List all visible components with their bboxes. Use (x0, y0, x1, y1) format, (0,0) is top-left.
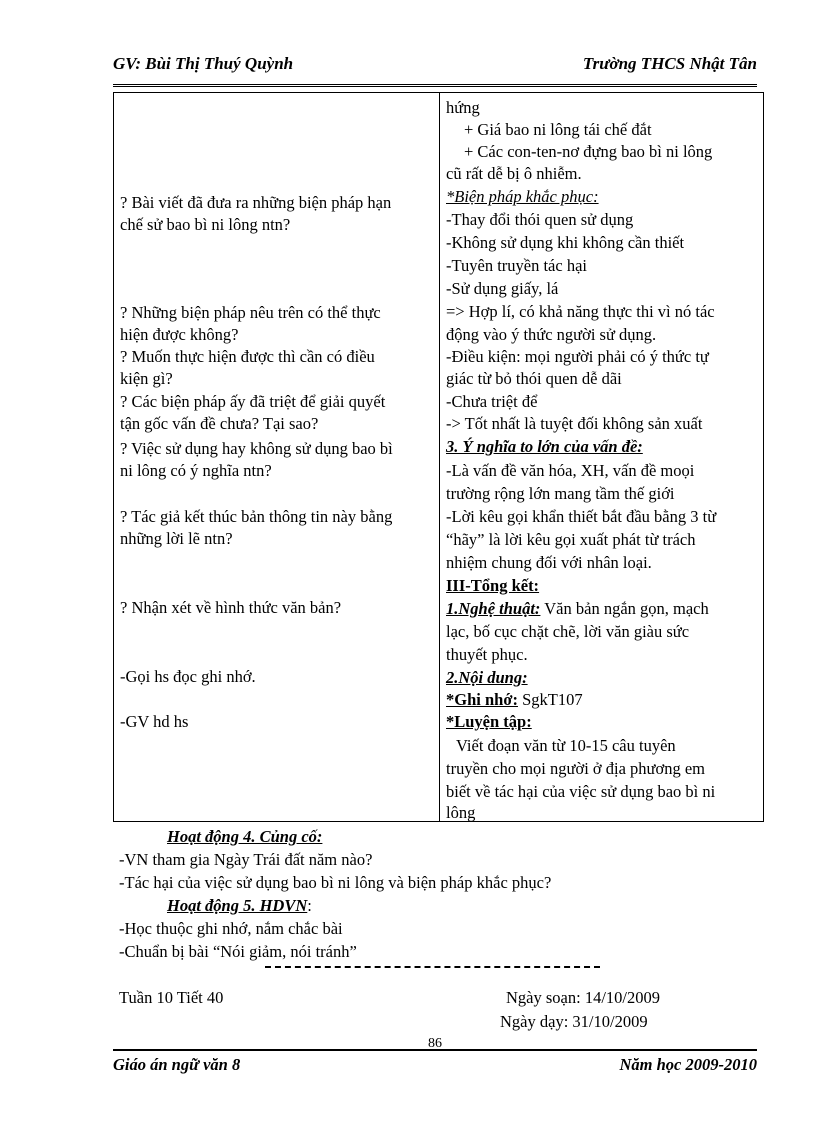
practice-heading: *Luyện tập: (446, 712, 532, 731)
answer-line: -Điều kiện: mọi người phải có ý thức tự (446, 347, 709, 366)
answer-line: giác từ bỏ thói quen dễ dãi (446, 369, 622, 388)
activity-5-colon: : (307, 896, 312, 915)
answer-line: nhiệm chung đối với nhân loại. (446, 553, 652, 572)
activity-4-heading: Hoạt động 4. Củng cố: (167, 827, 323, 846)
answer-line: + Các con-ten-nơ đựng bao bì ni lông (464, 142, 713, 161)
measures-heading: *Biện pháp khắc phục: (446, 187, 599, 206)
summary-heading: III-Tổng kết: (446, 576, 540, 595)
footer-year: Năm học 2009-2010 (619, 1055, 757, 1074)
answer-line: -Tuyên truyền tác hại (446, 256, 587, 275)
memo-label: *Ghi nhớ: (446, 690, 518, 709)
answer-line: -Thay đổi thói quen sử dụng (446, 210, 634, 229)
memo-line (446, 689, 583, 711)
answer-line: -Sử dụng giấy, lá (446, 279, 559, 298)
question-form: ? Nhận xét về hình thức văn bản? (120, 598, 342, 617)
art-line (446, 598, 709, 620)
column-divider (439, 93, 440, 821)
section-separator (265, 966, 600, 968)
answer-line: truyền cho mọi người ở địa phương em (446, 759, 705, 778)
week-period: Tuần 10 Tiết 40 (119, 988, 224, 1007)
teacher-name: GV: Bùi Thị Thuý Quỳnh (113, 54, 294, 73)
answer-line: động vào ý thức người sử dụng. (446, 325, 657, 344)
answer-line: biết về tác hại của việc sử dụng bao bì ni (446, 782, 716, 801)
answer-line: cũ rất dễ bị ô nhiễm. (446, 164, 582, 183)
question-thorough-1: ? Các biện pháp ấy đã triệt để giải quyết (120, 392, 386, 411)
content-heading: 2.Nội dung: (446, 668, 528, 687)
memo-text: SgkT107 (517, 690, 583, 709)
page-header (113, 54, 757, 80)
answer-line: -Là vấn đề văn hóa, XH, vấn đề moọi (446, 461, 695, 480)
answer-line: -> Tốt nhất là tuyệt đối không sản xuất (446, 414, 703, 433)
answer-line: hứng (446, 98, 480, 117)
answer-line: => Hợp lí, có khả năng thực thi vì nó tác (446, 302, 715, 321)
activity-4-line-2: -Tác hại của việc sử dụng bao bì ni lông và biện pháp khắc phục? (119, 873, 552, 892)
question-condition-1: ? Muốn thực hiện được thì cần có điều (120, 347, 375, 366)
page-number: 86 (428, 1036, 442, 1051)
answer-line: Viết đoạn văn từ 10-15 câu tuyên (456, 736, 676, 755)
answer-line: trường rộng lớn mang tầm thế giới (446, 484, 675, 503)
footer-subject: Giáo án ngữ văn 8 (113, 1055, 241, 1074)
activity-5-line-2: -Chuẩn bị bài “Nói giảm, nói tránh” (119, 942, 357, 961)
art-label: 1.Nghệ thuật: (446, 599, 541, 618)
instruction-read: -Gọi hs đọc ghi nhớ. (120, 667, 256, 686)
lesson-table (113, 92, 764, 822)
page-footer (113, 1055, 757, 1079)
answer-line: lạc, bố cục chặt chẽ, lời văn giàu sức (446, 622, 690, 641)
answer-line: -Lời kêu gọi khẩn thiết bắt đầu bằng 3 từ (446, 507, 717, 526)
header-rule (113, 84, 757, 87)
answer-line: lông (446, 803, 476, 822)
activity-5-label: Hoạt động 5. HDVN (167, 896, 308, 915)
question-measures-2: chế sử bao bì ni lông ntn? (120, 215, 291, 234)
question-meaning-1: ? Việc sử dụng hay không sử dụng bao bì (120, 439, 393, 458)
footer-rule (113, 1049, 757, 1051)
question-condition-2: kiện gì? (120, 369, 173, 388)
question-thorough-2: tận gốc vấn đề chưa? Tại sao? (120, 414, 319, 433)
question-ending-1: ? Tác giả kết thúc bản thông tin này bằng (120, 507, 393, 526)
answer-line: “hãy” là lời kêu gọi xuất phát từ trách (446, 530, 696, 549)
significance-heading: 3. Ý nghĩa to lớn của vấn đề: (446, 437, 643, 456)
school-name: Trường THCS Nhật Tân (582, 54, 757, 73)
instruction-guide: -GV hd hs (120, 712, 189, 731)
question-ending-2: những lời lẽ ntn? (120, 529, 233, 548)
question-feasible-2: hiện được không? (120, 325, 239, 344)
activity-5-line-1: -Học thuộc ghi nhớ, nắm chắc bài (119, 919, 343, 938)
question-measures-1: ? Bài viết đã đưa ra những biện pháp hạn (120, 193, 392, 212)
question-meaning-2: ni lông có ý nghĩa ntn? (120, 461, 272, 480)
activity-4-line-1: -VN tham gia Ngày Trái đất năm nào? (119, 850, 373, 869)
answer-line: -Không sử dụng khi không cần thiết (446, 233, 685, 252)
teach-date: Ngày dạy: 31/10/2009 (500, 1012, 648, 1031)
question-feasible-1: ? Những biện pháp nêu trên có thể thực (120, 303, 381, 322)
activity-5-heading (167, 895, 312, 917)
answer-line: + Giá bao ni lông tái chế đắt (464, 120, 652, 139)
prep-date: Ngày soạn: 14/10/2009 (506, 988, 660, 1007)
art-text: Văn bản ngắn gọn, mạch (540, 599, 709, 618)
answer-line: thuyết phục. (446, 645, 528, 664)
answer-line: -Chưa triệt để (446, 392, 538, 411)
